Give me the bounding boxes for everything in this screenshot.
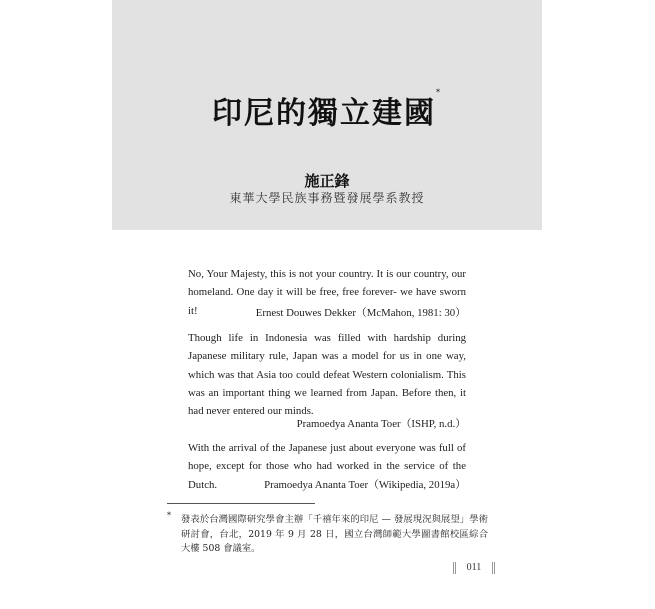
epigraph-2-text: Though life in Indonesia was filled with hardship during Japanese military rule, Japan was a model for us in one way, which was that Asia too could defeat Western colonialism. This was an important thing we learned from Japan. Before then, it had never entered our minds. <box>188 332 466 418</box>
epigraph-2-attribution: Pramoedya Ananta Toer（ISHP, n.d.） <box>296 418 466 430</box>
epigraph-1-text: No, Your Majesty, this is not your country. It is our country, our homeland. One day it will be free, free forever- we have sworn it! <box>188 268 466 317</box>
page-title <box>112 88 542 132</box>
epigraph-3-attribution: Pramoedya Ananta Toer（Wikipedia, 2019a） <box>264 479 466 491</box>
title-footnote-mark: * <box>436 88 442 97</box>
author-name: 施正鋒 <box>304 172 350 190</box>
author-affiliation: 東華大學民族事務暨發展學系教授 <box>229 191 425 205</box>
footnote-text: 發表於台灣國際研究學會主辦「千禧年來的印尼 — 發展現況與展望」學術研討會，台北，2019 年 9 月 28 日，國立台灣師範大學圖書館校區綜合大樓 508 會議室。 <box>181 514 488 554</box>
epigraph-3-text: With the arrival of the Japanese just about everyone was full of hope, except for those who had worked in the service of the Dutch. <box>188 442 466 491</box>
title-text: 印尼的獨立建國 <box>212 96 436 131</box>
epigraph-1-attribution: Ernest Douwes Dekker（McMahon, 1981: 30） <box>255 307 466 319</box>
footnote-divider <box>167 503 315 504</box>
page-number: 011 <box>453 562 495 574</box>
footnote-mark: * <box>167 511 171 520</box>
